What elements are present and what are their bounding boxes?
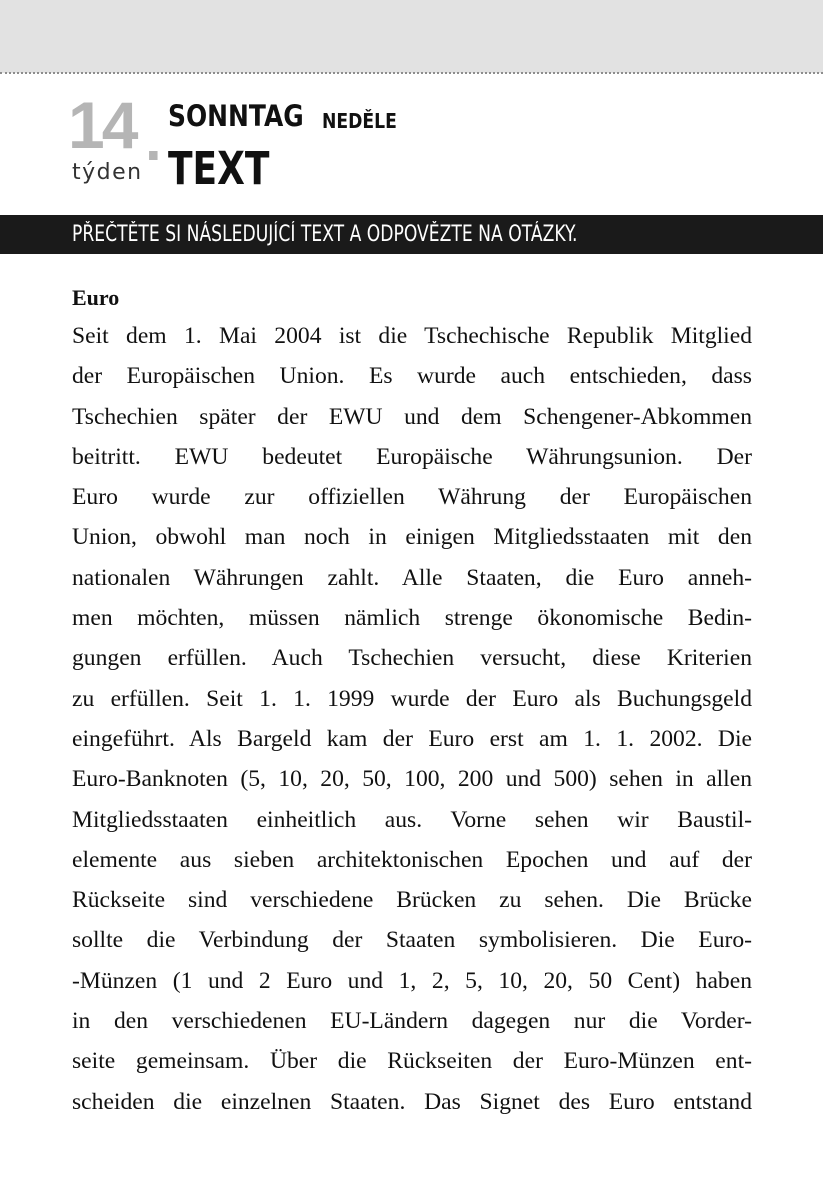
week-label: týden	[72, 160, 143, 185]
article-line: Euro-Banknoten (5, 10, 20, 50, 100, 200 und 500) sehen in allen	[72, 766, 752, 793]
article-line: der Europäischen Union. Es wurde auch entschieden, dass	[72, 363, 752, 390]
article-line: sollte die Verbindung der Staaten symbolisieren. Die Euro-	[72, 927, 752, 954]
week-number-dot: .	[145, 106, 162, 173]
instruction-text: PŘEČTĚTE SI NÁSLEDUJÍCÍ TEXT A ODPOVĚZTE NA OTÁZKY.	[72, 222, 578, 247]
article	[72, 283, 752, 1122]
article-line: in den verschiedenen EU-Ländern dagegen nur die Vorder-	[72, 1008, 752, 1035]
article-line: eingeführt. Als Bargeld kam der Euro erst am 1. 1. 2002. Die	[72, 725, 752, 752]
article-line: -Münzen (1 und 2 Euro und 1, 2, 5, 10, 20, 50 Cent) haben	[72, 967, 752, 994]
article-line: scheiden die einzelnen Staaten. Das Signet des Euro entstand	[72, 1088, 752, 1115]
top-margin-band	[0, 0, 823, 73]
article-line: men möchten, müssen nämlich strenge ökonomische Bedin-	[72, 605, 752, 632]
article-line: Mitgliedsstaaten einheitlich aus. Vorne sehen wir Baustil-	[72, 806, 752, 833]
day-title: SONNTAG	[168, 99, 304, 133]
article-line: Seit dem 1. Mai 2004 ist die Tschechische Republik Mitglied	[72, 323, 752, 349]
article-line: seite gemeinsam. Über die Rückseiten der Euro-Münzen ent-	[72, 1048, 752, 1075]
article-line: zu erfüllen. Seit 1. 1. 1999 wurde der Euro als Buchungsgeld	[72, 685, 752, 712]
article-body	[72, 316, 752, 1122]
article-line: Rückseite sind verschiedene Brücken zu sehen. Die Brücke	[72, 887, 752, 914]
article-line: Euro wurde zur offiziellen Währung der Europäischen	[72, 484, 752, 511]
instruction-bar	[0, 215, 823, 254]
week-number: 14	[68, 88, 136, 162]
article-title: Euro	[72, 285, 120, 310]
article-line: elemente aus sieben architektonischen Epochen und auf der	[72, 846, 752, 873]
cut-line-divider	[0, 72, 823, 74]
article-line: gungen erfüllen. Auch Tschechien versucht, diese Kriterien	[72, 645, 752, 672]
article-line: nationalen Währungen zahlt. Alle Staaten, die Euro anneh-	[72, 564, 752, 591]
section-title: TEXT	[168, 142, 270, 195]
article-line: Tschechien später der EWU und dem Schengener-Abkommen	[72, 403, 752, 430]
article-line: Union, obwohl man noch in einigen Mitgliedsstaaten mit den	[72, 524, 752, 551]
day-subtitle: NEDĚLE	[322, 109, 397, 133]
article-line: beitritt. EWU bedeutet Europäische Währungsunion. Der	[72, 443, 752, 470]
